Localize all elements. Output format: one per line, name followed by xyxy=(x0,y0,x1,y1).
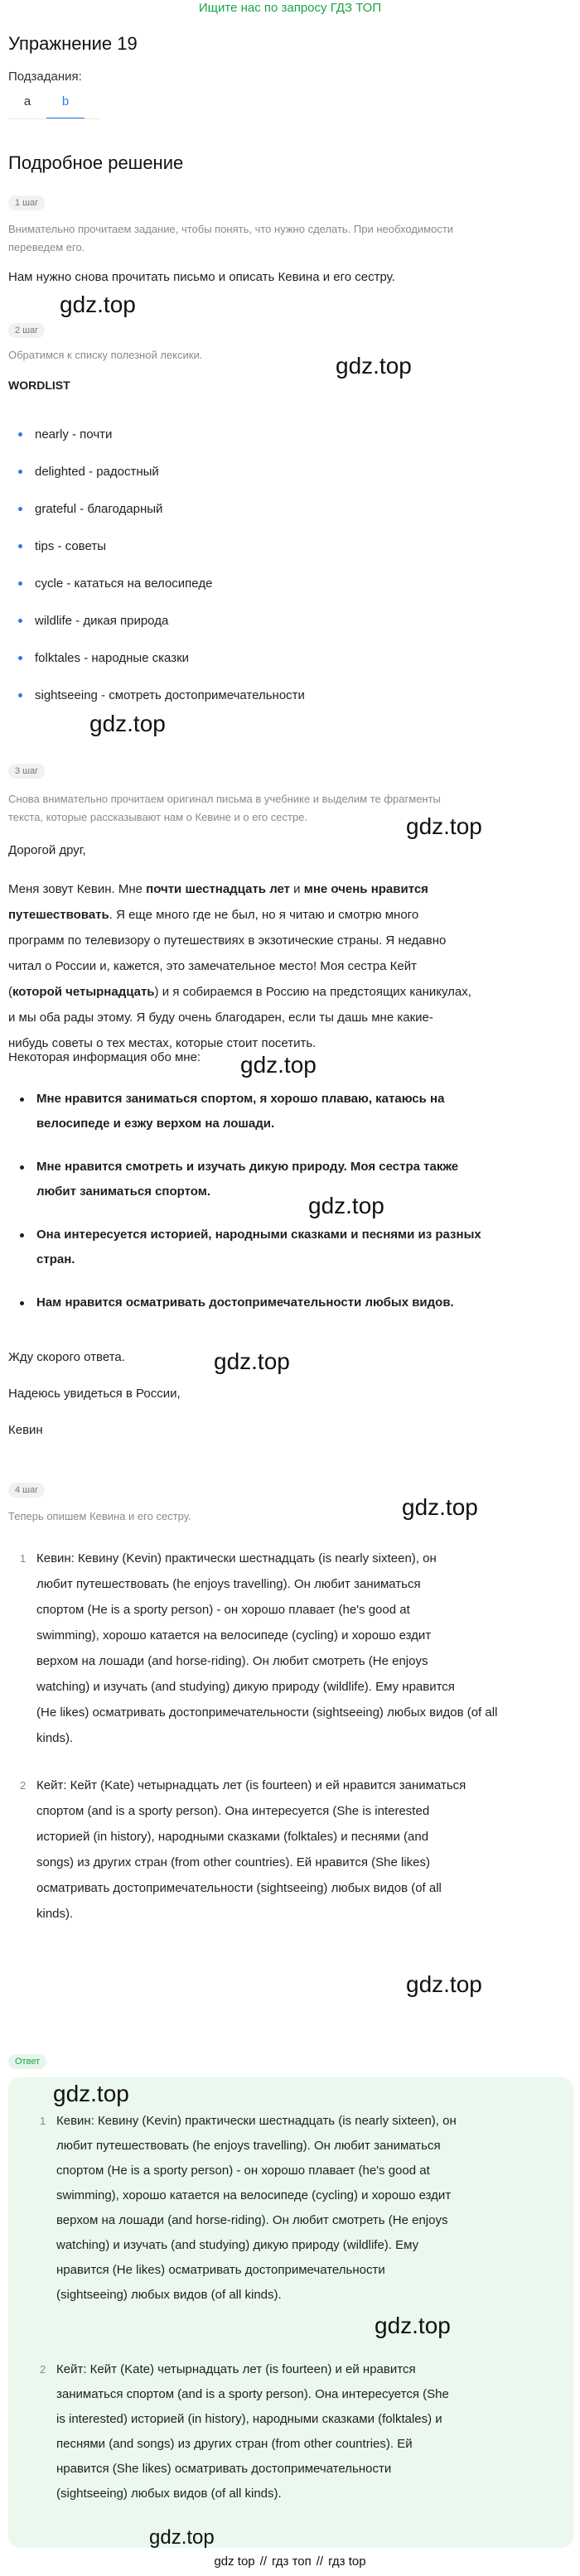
watermark: gdz.top xyxy=(53,2081,129,2106)
letter-paragraph: Меня зовут Кевин. Мне почти шестнадцать лет и мне очень нравится путешествовать. Я еще много где не был, но я читаю и смотрю много программ по телевизору о путешествиях в экзотические страны. Я недавно читал о России и, кажется, это замечательное место! Моя сестра Кейт (которой четырнадцать) и я собираемся в Россию на предстоящих каникулах, и мы оба рады этому. Я буду очень благодарен, если ты дашь мне какие- нибудь советы о тех местах, которые стоит посетить. xyxy=(8,882,471,1050)
letter-greeting: Дорогой друг, xyxy=(8,843,86,857)
footer-link[interactable]: гдз top xyxy=(328,2554,366,2569)
wordlist-title: WORDLIST xyxy=(8,379,70,392)
bullet-icon xyxy=(18,544,22,548)
step-hint: переведем его. xyxy=(8,241,85,253)
bullet-icon xyxy=(18,432,22,437)
item-number: 2 xyxy=(40,2363,46,2376)
info-intro: Некоторая информация обо мне: xyxy=(8,1050,201,1064)
step-badge: 4 шаг xyxy=(8,1483,45,1498)
list-item-text: nearly - почти xyxy=(35,427,113,441)
bullet-icon xyxy=(20,1165,24,1170)
bullet-icon xyxy=(18,507,22,511)
watermark: gdz.top xyxy=(336,353,412,379)
list-item xyxy=(18,427,112,441)
watermark: gdz.top xyxy=(402,1494,478,1520)
watermark: gdz.top xyxy=(149,2526,215,2549)
watermark: gdz.top xyxy=(60,292,136,317)
list-item xyxy=(18,576,212,591)
tab-a[interactable]: a xyxy=(23,94,31,109)
step-badge: 1 шаг xyxy=(8,195,45,210)
footer-separator: // xyxy=(259,2554,267,2569)
item-number: 1 xyxy=(40,2115,46,2127)
bullet-icon xyxy=(18,656,22,660)
list-item xyxy=(18,465,159,479)
step-badge: 2 шаг xyxy=(8,323,45,338)
footer-link[interactable]: гдз топ xyxy=(272,2554,312,2569)
step-hint: Внимательно прочитаем задание, чтобы понять, что нужно сделать. При необходимости xyxy=(8,223,454,235)
page-title: Упражнение 19 xyxy=(8,33,138,54)
footer-separator: // xyxy=(316,2554,324,2569)
footer xyxy=(0,2554,580,2569)
list-item-text: cycle - кататься на велосипеде xyxy=(35,576,213,591)
list-item: Нам нравится осматривать достопримечательности любых видов. xyxy=(20,1290,558,1315)
bullet-icon xyxy=(20,1301,24,1305)
list-item: Мне нравится заниматься спортом, я хорошо плаваю, катаюсь на велосипеде и езжу верхом на лошади. xyxy=(20,1087,558,1136)
list-item-text: tips - советы xyxy=(35,539,106,553)
list-item xyxy=(18,539,106,553)
list-item xyxy=(18,688,305,702)
top-banner[interactable]: Ищите нас по запросу ГДЗ ТОП xyxy=(198,1,382,15)
bullet-icon xyxy=(18,581,22,586)
bullet-icon xyxy=(18,619,22,623)
footer-link[interactable]: gdz top xyxy=(214,2554,255,2569)
list-item: Она интересуется историей, народными сказками и песнями из разных стран. xyxy=(20,1223,558,1272)
list-item xyxy=(18,502,162,516)
list-item: Мне нравится смотреть и изучать дикую природу. Моя сестра также любит заниматься спортом. xyxy=(20,1155,558,1204)
tabs-divider xyxy=(8,118,99,119)
watermark: gdz.top xyxy=(214,1348,290,1374)
letter-signature: Кевин xyxy=(8,1423,43,1437)
list-item-text: sightseeing - смотреть достопримечательности xyxy=(35,688,305,702)
item-number: 1 xyxy=(20,1552,27,1565)
watermark: gdz.top xyxy=(308,1193,384,1218)
list-item-text: folktales - народные сказки xyxy=(35,651,190,665)
letter-closing: Надеюсь увидеться в России, xyxy=(8,1387,181,1401)
bullet-icon xyxy=(20,1233,24,1237)
list-item: 1 Кевин: Кевину (Kevin) практически шестнадцать (is nearly sixteen), он любит путешествовать (he enjoys travelling). Он любит заниматься спортом (He is a sporty person) - он хорошо плавает (he's good at swimming), хорошо катается на велосипеде (cycling) и хорошо ездит верхом на лошади (and horse-riding). Он любит смотреть (He enjoys watching) и изучать (and studying) дикую природу (wildlife). Ему нравится (He likes) осматривать достопримечательности (sightseeing) любых видов (of all kinds). xyxy=(20,1546,572,1751)
letter-closing: Жду скорого ответа. xyxy=(8,1350,125,1364)
list-item-text: wildlife - дикая природа xyxy=(35,614,169,628)
list-item: 2 Кейт: Кейт (Kate) четырнадцать лет (is fourteen) и ей нравится заниматься спортом (and is a sporty person). Она интересуется (She is interested) историей (in history), народными сказками (folktales) и песнями (and songs) из других стран (from other countries). Ей нравится (She likes) осматривать достопримечательности (sightseeing) любых видов (of all kinds). xyxy=(40,2357,562,2506)
bullet-icon xyxy=(20,1097,24,1102)
bullet-icon xyxy=(18,693,22,697)
list-item: 2 Кейт: Кейт (Kate) четырнадцать лет (is fourteen) и ей нравится заниматься спортом (and is a sporty person). Она интересуется (She is interested историей (in history), народными сказками (folktales) и песнями (and songs) из других стран (from other countries). Ей нравится (She likes) осматривать достопримечательности (sightseeing) любых видов (of all kinds). xyxy=(20,1773,572,1927)
watermark: gdz.top xyxy=(375,2313,451,2338)
step-badge: 3 шаг xyxy=(8,764,45,779)
answer-badge: Ответ xyxy=(8,2054,46,2069)
watermark: gdz.top xyxy=(89,711,166,736)
step-hint: текста, которые рассказывают нам о Кевине и о его сестре. xyxy=(8,811,307,823)
bullet-icon xyxy=(18,470,22,474)
list-item xyxy=(18,651,189,665)
watermark: gdz.top xyxy=(406,813,482,839)
section-title: Подробное решение xyxy=(8,152,184,173)
tab-b[interactable]: b xyxy=(46,91,85,119)
step-hint: Снова внимательно прочитаем оригинал письма в учебнике и выделим те фрагменты xyxy=(8,793,441,805)
list-item-text: grateful - благодарный xyxy=(35,502,163,516)
item-number: 2 xyxy=(20,1779,27,1792)
step-hint: Теперь опишем Кевина и его сестру. xyxy=(8,1510,191,1522)
subtask-tabs xyxy=(8,91,85,119)
list-item: 1 Кевин: Кевину (Kevin) практически шестнадцать (is nearly sixteen), он любит путешествовать (he enjoys travelling). Он любит заниматься спортом (He is a sporty person) - он хорошо плавает (he's good at swimming), хорошо катается на велосипеде (cycling) и хорошо ездит верхом на лошади (and horse-riding). Он любит смотреть (He enjoys watching) и изучать (and studying) дикую природу (wildlife). Ему нравится (He likes) осматривать достопримечательности (sightseeing) любых видов (of all kinds). xyxy=(40,2109,562,2308)
list-item xyxy=(18,614,168,628)
watermark: gdz.top xyxy=(406,1971,482,1997)
step-text: Нам нужно снова прочитать письмо и описать Кевина и его сестру. xyxy=(8,270,395,284)
watermark: gdz.top xyxy=(240,1052,317,1078)
subtasks-label: Подзадания: xyxy=(8,70,82,84)
step-hint: Обратимся к списку полезной лексики. xyxy=(8,349,203,361)
list-item-text: delighted - радостный xyxy=(35,465,159,479)
